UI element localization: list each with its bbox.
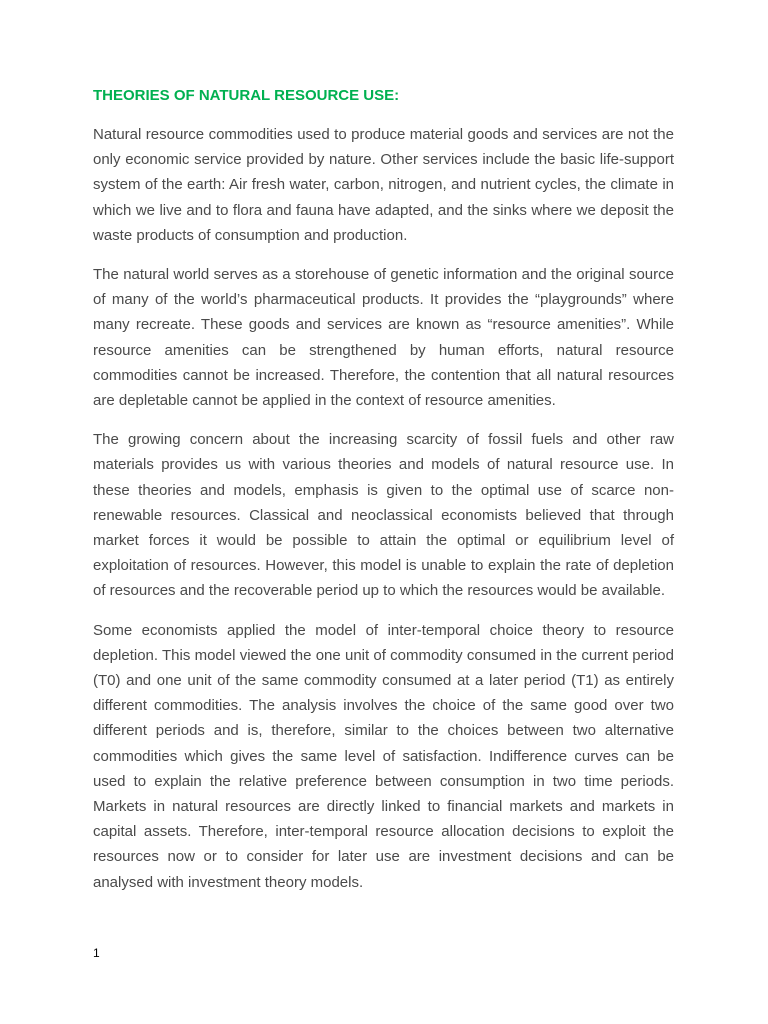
paragraph-4: Some economists applied the model of inter-temporal choice theory to resource depletion. This model viewed the one unit of commodity consumed in the current period (T0) and one unit of the same commodity consumed at a later period (T1) as entirely different commodities. The analysis involves the choice of the same good over two different periods and is, therefore, similar to the choices between two alternative commodities which gives the same level of satisfaction. Indifference curves can be used to explain the relative preference between consumption in two time periods. Markets in natural resources are directly linked to financial markets and markets in capital assets. Therefore, inter-temporal resource allocation decisions to exploit the resources now or to consider for later use are investment decisions and can be analysed with investment theory models. [93,621,674,891]
paragraph-3: The growing concern about the increasing scarcity of fossil fuels and other raw materials provides us with various theories and models of natural resource use. In these theories and models, emphasis is given to the optimal use of scarce non-renewable resources. Classical and neoclassical economists believed that through market forces it would be possible to attain the optimal or equilibrium level of exploitation of resources. However, this model is unable to explain the rate of depletion of resources and the recoverable period up to which the resources would be available. [93,431,674,600]
section-heading: THEORIES OF NATURAL RESOURCE USE: [93,87,400,104]
paragraph-2: The natural world serves as a storehouse of genetic information and the original source of many of the world’s pharmaceutical products. It provides the “playgrounds” where many recreate. These goods and services are known as “resource amenities”. While resource amenities can be strengthened by human efforts, natural resource commodities cannot be increased. Therefore, the contention that all natural resources are depletable cannot be applied in the context of resource amenities. [93,266,674,410]
paragraph-1: Natural resource commodities used to produce material goods and services are not the only economic service provided by nature. Other services include the basic life-support system of the earth: Air fresh water, carbon, nitrogen, and nutrient cycles, the climate in which we live and to flora and fauna have adapted, and the sinks where we deposit the waste products of consumption and production. [93,126,674,244]
document-body [93,86,674,909]
page-number: 1 [93,946,100,960]
